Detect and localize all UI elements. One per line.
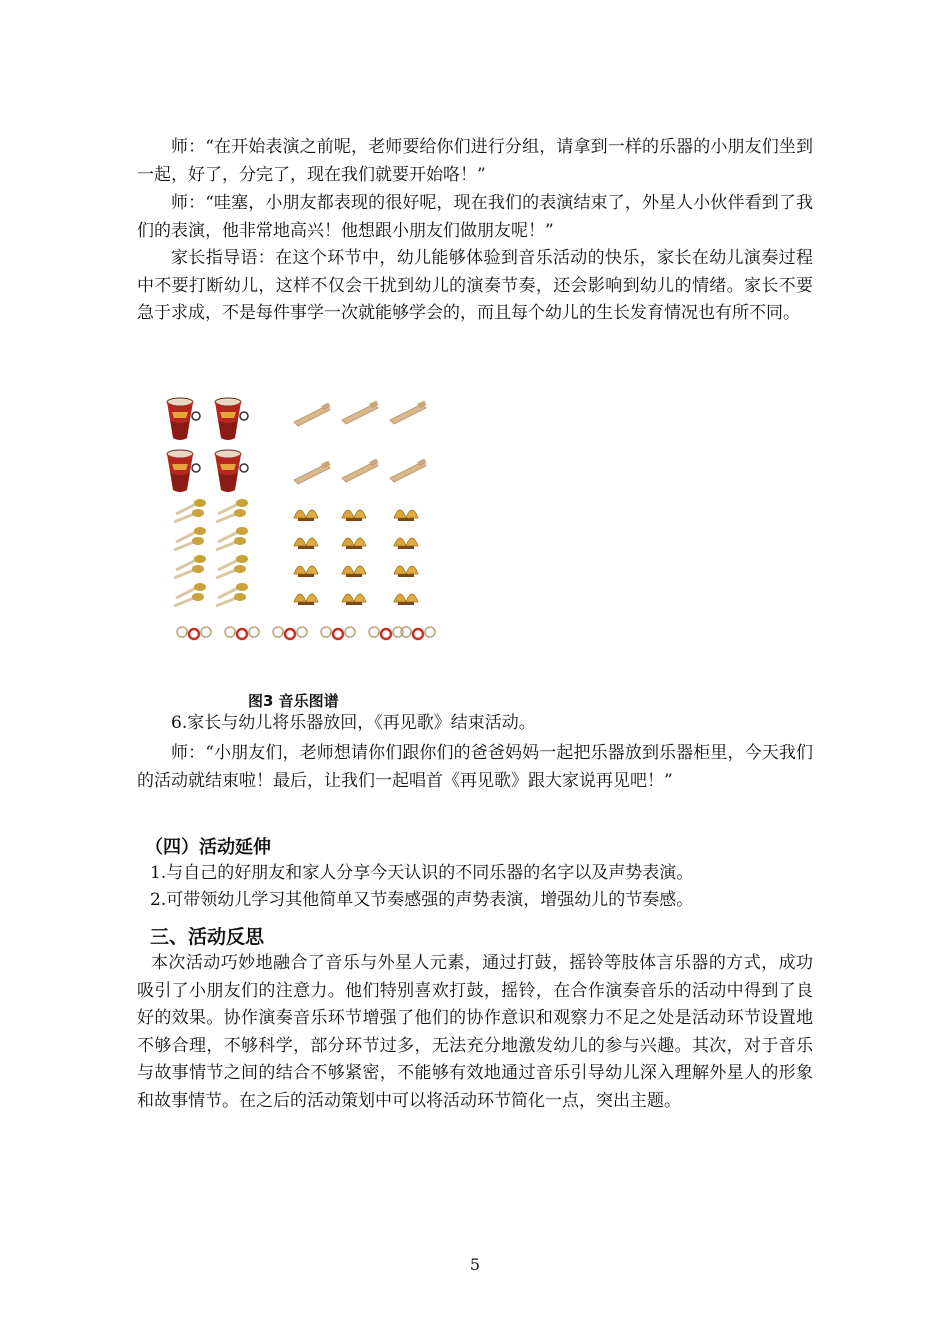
section-heading-reflection: 三、活动反思 (150, 926, 265, 948)
tambourine-icon (225, 627, 259, 639)
clapper-stick-icon (294, 403, 330, 426)
maraca-icon (174, 583, 206, 606)
maraca-icon (216, 499, 248, 522)
maraca-icon (216, 527, 248, 550)
drum-icon (215, 398, 248, 440)
extension-item-1: 1.与自己的好朋友和家人分享今天认识的不同乐器的名字以及声势表演。 (150, 863, 694, 883)
tambourine-icon (273, 627, 307, 639)
bell-icon (394, 566, 418, 577)
paragraph-teacher-grouping: 师：“在开始表演之前呢，老师要给你们进行分组，请拿到一样的乐器的小朋友们坐到一起，好了，分完了，现在我们就要开始咯！” (137, 137, 813, 185)
bell-icon (342, 566, 366, 577)
maraca-icon (174, 527, 206, 550)
tambourine-icon (369, 627, 403, 639)
maraca-icon (174, 499, 206, 522)
step-6: 6.家长与幼儿将乐器放回，《再见歌》结束活动。 (171, 713, 536, 733)
extension-item-2: 2.可带领幼儿学习其他简单又节奏感强的声势表演，增强幼儿的节奏感。 (150, 890, 694, 910)
bell-icon (294, 566, 318, 577)
bell-icon (342, 594, 366, 605)
drum-icon (167, 398, 200, 440)
clapper-stick-icon (342, 459, 378, 482)
tambourine-icon (177, 627, 211, 639)
section-heading-extension: （四）活动延伸 (145, 837, 271, 858)
drum-icon (215, 450, 248, 492)
paragraph-parent-guidance: 家长指导语：在这个环节中，幼儿能够体验到音乐活动的快乐，家长在幼儿演奏过程中不要打断幼儿，这样不仅会干扰到幼儿的演奏节奏，还会影响到幼儿的情绪。家长不要急于求成，不是每件事学一次就能够学会的，而且每个幼儿的生长发育情况也有所不同。 (137, 248, 813, 323)
figure-caption: 图3 音乐图谱 (248, 692, 339, 710)
paragraph-reflection: 本次活动巧妙地融合了音乐与外星人元素，通过打鼓，摇铃等肢体言乐器的方式，成功吸引了小朋友们的注意力。他们特别喜欢打鼓，摇铃，在合作演奏音乐的活动中得到了良好的效果。协作演奏音乐环节增强了他们的协作意识和观察力不足之处是活动环节设置地不够合理，不够科学，部分环节过多，无法充分地激发幼儿的参与兴趣。其次，对于音乐与故事情节之间的结合不够紧密，不能够有效地通过音乐引导幼儿深入理解外星人的形象和故事情节。在之后的活动策划中可以将活动环节简化一点，突出主题。 (137, 953, 813, 1111)
maraca-icon (174, 555, 206, 578)
music-score-figure (162, 392, 436, 682)
bell-icon (294, 594, 318, 605)
instrument-grid-image (162, 392, 436, 682)
tambourine-icon (401, 627, 435, 639)
paragraph-teacher-praise: 师：“哇塞，小朋友都表现的很好呢，现在我们的表演结束了，外星人小伙伴看到了我们的表演，他非常地高兴！他想跟小朋友们做朋友呢！” (137, 193, 813, 241)
clapper-stick-icon (390, 401, 426, 424)
page-number: 5 (469, 1255, 481, 1274)
clapper-stick-icon (342, 401, 378, 424)
bell-icon (342, 538, 366, 549)
bell-icon (394, 538, 418, 549)
bell-icon (394, 510, 418, 521)
maraca-icon (216, 583, 248, 606)
bell-icon (294, 510, 318, 521)
bell-icon (342, 510, 366, 521)
bell-icon (294, 538, 318, 549)
tambourine-icon (321, 627, 355, 639)
clapper-stick-icon (294, 461, 330, 484)
maraca-icon (216, 555, 248, 578)
bell-icon (394, 594, 418, 605)
drum-icon (167, 450, 200, 492)
clapper-stick-icon (390, 459, 426, 482)
paragraph-teacher-farewell: 师：“小朋友们，老师想请你们跟你们的爸爸妈妈一起把乐器放到乐器柜里，今天我们的活动就结束啦！最后，让我们一起唱首《再见歌》跟大家说再见吧！” (137, 743, 813, 791)
